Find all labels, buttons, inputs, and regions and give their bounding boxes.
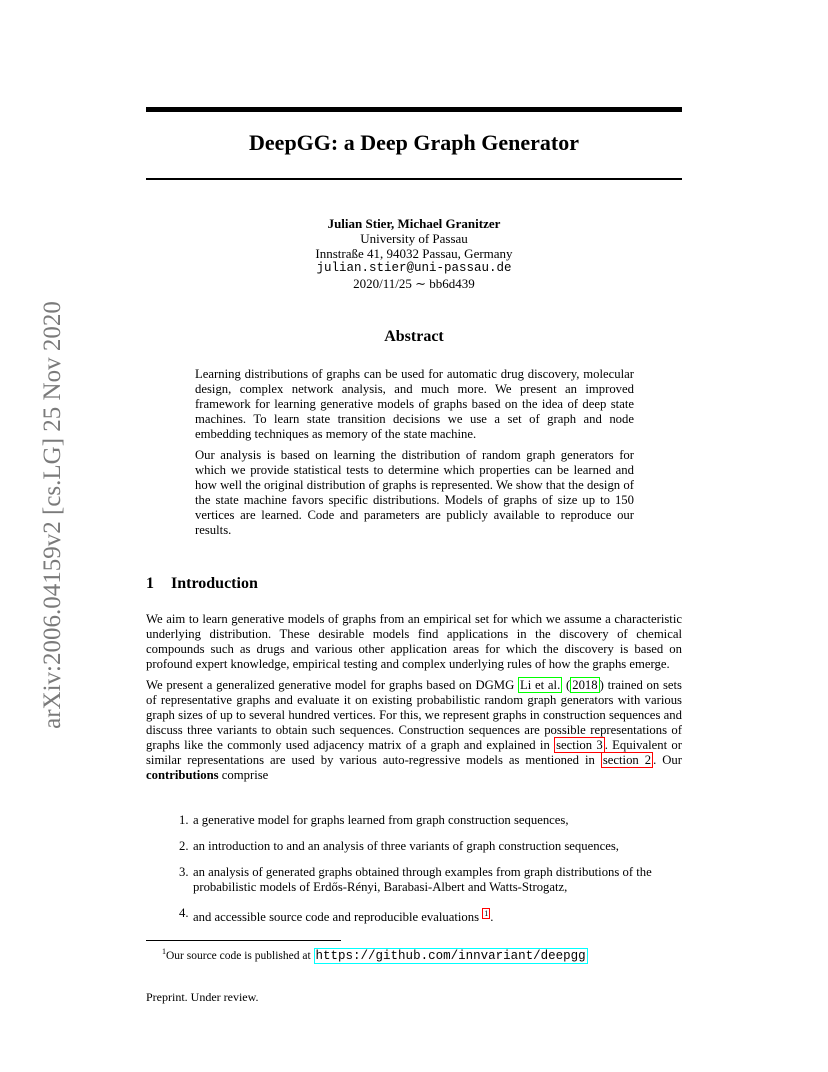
github-url-link[interactable]: https://github.com/innvariant/deepgg bbox=[315, 948, 586, 963]
preprint-notice: Preprint. Under review. bbox=[146, 990, 259, 1004]
author-email[interactable]: julian.stier@uni-passau.de bbox=[316, 261, 512, 275]
intro-text: . Equivalent or similar representations are used by various auto-regressive models as mentioned in bbox=[146, 738, 682, 767]
author-affiliation: University of Passau bbox=[360, 231, 468, 246]
list-item bbox=[146, 813, 682, 828]
paper-title: DeepGG: a Deep Graph Generator bbox=[249, 130, 579, 155]
title-top-rule bbox=[146, 107, 682, 112]
footnote-text: Our source code is published at bbox=[166, 949, 314, 962]
citation-author-link[interactable]: Li et al. bbox=[520, 678, 561, 692]
list-item bbox=[146, 865, 682, 895]
footnote-mark-link[interactable]: 1 bbox=[484, 909, 489, 918]
citation-year-link[interactable]: 2018 bbox=[572, 678, 598, 692]
title-bottom-rule bbox=[146, 178, 682, 180]
section-number: 1 bbox=[146, 575, 154, 592]
list-item bbox=[146, 839, 682, 854]
author-names: Julian Stier, Michael Granitzer bbox=[327, 216, 501, 231]
paper-version: 2020/11/25 ∼ bb6d439 bbox=[353, 276, 475, 291]
footnote bbox=[162, 944, 588, 964]
list-text: a generative model for graphs learned from graph construction sequences, bbox=[193, 813, 569, 827]
arxiv-sidebar-stamp bbox=[38, 285, 68, 745]
intro-text: . Our bbox=[653, 753, 682, 767]
intro-paragraph-2: We present a generalized generative model for graphs based on DGMG Li et al. ( 2018 ) trained on sets of representative graphs and evaluate it on existing probabilistic random graph generators with various graph sizes of up to several hundred vertices. For this, we represent graphs in construction sequences and discuss three variants to obtain such sequences. Construction sequences are possible representations of graphs like the commonly used adjacency matrix of a graph and explained in section 3 . Equivalent or similar representations are used by various auto-regressive models as mentioned in section 2 . Our contributions comprise bbox=[146, 678, 682, 782]
list-item bbox=[146, 906, 682, 925]
contributions-list bbox=[146, 813, 682, 936]
intro-text: We present a generalized generative model for graphs based on DGMG bbox=[146, 678, 518, 692]
list-number: 4. bbox=[179, 906, 189, 920]
list-text-end: . bbox=[490, 910, 494, 925]
abstract-paragraph-2: Our analysis is based on learning the distribution of random graph generators for which we provide statistical tests to determine which properties can be learned and how well the original distribution of graphs is represented. We show that the design of the state machine favors specific distributions. Models of graphs of size up to 150 vertices are learned. Code and parameters are publicly available to reproduce our results. bbox=[195, 448, 634, 537]
contributions-bold: contributions bbox=[146, 768, 219, 782]
abstract-paragraph-1: Learning distributions of graphs can be used for automatic drug discovery, molecular design, complex network analysis, and much more. We present an improved framework for learning generative models of graphs based on the idea of deep state machines. To learn state transition decisions we use a set of graph and node embedding techniques as memory of the state machine. bbox=[195, 367, 634, 441]
intro-text: trained on sets of representative graphs and evaluate it on existing probabilistic random graph generators with various graph sizes of up to several hundred vertices. For this, we represent graphs in construction sequences and discuss three variants to obtain such sequences. Construction sequences are possible representations of graphs like the commonly used adjacency matrix of a graph and explained in bbox=[146, 678, 682, 752]
author-address: Innstraße 41, 94032 Passau, Germany bbox=[315, 246, 513, 261]
list-text: and accessible source code and reproducible evaluations bbox=[193, 910, 483, 925]
abstract-body bbox=[195, 367, 634, 544]
author-block bbox=[146, 216, 682, 291]
list-number: 2. bbox=[179, 839, 189, 853]
list-text: an introduction to and an analysis of three variants of graph construction sequences, bbox=[193, 839, 619, 853]
footnote-number: 1 bbox=[162, 947, 166, 956]
section-heading-introduction bbox=[146, 575, 258, 593]
arxiv-id: arXiv:2006.04159v2 [cs.LG] 25 Nov 2020 bbox=[39, 301, 66, 729]
section-2-link[interactable]: section 2 bbox=[602, 753, 652, 767]
list-number: 1. bbox=[179, 813, 189, 827]
abstract-heading: Abstract bbox=[384, 328, 444, 345]
intro-text: comprise bbox=[218, 768, 269, 782]
introduction-body bbox=[146, 612, 682, 789]
section-3-link[interactable]: section 3 bbox=[556, 738, 603, 752]
list-number: 3. bbox=[179, 865, 189, 879]
section-title: Introduction bbox=[171, 575, 258, 592]
footnote-rule bbox=[146, 940, 341, 941]
intro-paragraph-1: We aim to learn generative models of graphs from an empirical set for which we assume a characteristic underlying distribution. These desirable models find applications in the discovery of chemical compounds such as drugs and various other application areas for which the discovery is based on profound expert knowledge, empirical testing and complex underlying rules of how the graphs emerge. bbox=[146, 612, 682, 671]
list-text: an analysis of generated graphs obtained through examples from graph distributions of the probabilistic models of Erdős-Rényi, Barabasi-Albert and Watts-Strogatz, bbox=[193, 865, 652, 894]
